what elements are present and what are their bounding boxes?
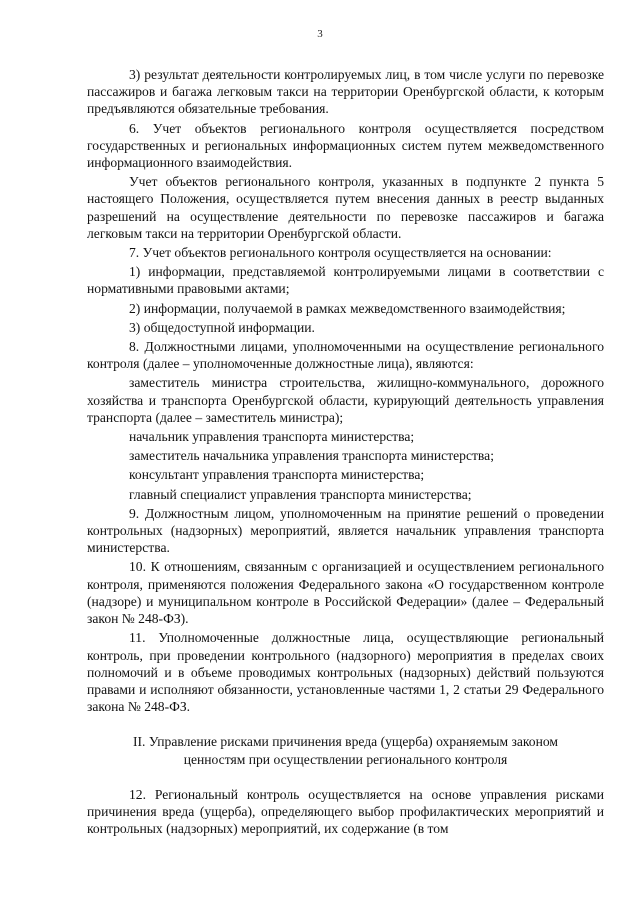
- paragraph-7: 7. Учет объектов регионального контроля осуществляется на основании:: [129, 245, 552, 261]
- paragraph-8-head: начальник управления транспорта министерства;: [129, 429, 415, 445]
- paragraph-7-item-3: 3) общедоступной информации.: [129, 319, 315, 335]
- paragraph-8-chief-specialist: главный специалист управления транспорта министерства;: [129, 486, 472, 502]
- paragraph-6: 6. Учет объектов регионального контроля осуществляется посредством государственных и региональных информационных систем путем межведомственного информационного взаимодействия.: [87, 120, 604, 171]
- paragraph-8-deputy-head: заместитель начальника управления транспорта министерства;: [129, 448, 494, 464]
- paragraph-10: 10. К отношениям, связанным с организацией и осуществлением регионального контроля, применяются положения Федерального закона «О государственном контроле (надзоре) и муниципальном контроле в Российской Федерации» (далее – Федеральный закон № 248-ФЗ).: [87, 559, 604, 627]
- document-body: [87, 66, 604, 839]
- paragraph-12: 12. Региональный контроль осуществляется на основе управления рисками причинения вреда (ущерба), определяющего выбор профилактических мероприятий и контрольных (надзорных) мероприятий, их содержание (в том: [87, 786, 604, 837]
- paragraph-item-3-result: 3) результат деятельности контролируемых лиц, в том числе услуги по перевозке пассажиров и багажа легковым такси на территории Оренбургской области, к которым предъявляются обязательные требования.: [87, 67, 604, 117]
- section-heading: II. Управление рисками причинения вреда (ущерба) охраняемым законом ценностям при осуществлении регионального контроля: [132, 734, 559, 767]
- page-number: 3: [317, 28, 323, 40]
- paragraph-8: 8. Должностными лицами, уполномоченными на осуществление регионального контроля (далее – уполномоченные должностные лица), являются:: [87, 339, 604, 372]
- paragraph-11: 11. Уполномоченные должностные лица, осуществляющие региональный контроль, при проведении контрольного (надзорного) мероприятия в пределах своих полномочий и в объеме проводимых контрольных (надзорных) действий пользуются правами и исполняют обязанности, установленные частями 1, 2 статьи 29 Федерального закона № 248-ФЗ.: [87, 630, 604, 715]
- paragraph-8-deputy-minister: заместитель министра строительства, жилищно-коммунального, дорожного хозяйства и транспорта Оренбургской области, курирующий деятельность управления транспорта (далее – заместитель министра);: [87, 375, 604, 425]
- paragraph-6-accounting: Учет объектов регионального контроля, указанных в подпункте 2 пункта 5 настоящего Положения, осуществляется путем внесения данных в реестр выданных разрешений на осуществление деятельности по перевозке пассажиров и багажа легковым такси на территории Оренбургской области.: [87, 174, 604, 241]
- paragraph-8-consultant: консультант управления транспорта министерства;: [129, 467, 425, 483]
- paragraph-9: 9. Должностным лицом, уполномоченным на принятие решений о проведении контрольных (надзорных) мероприятий, является начальник управления транспорта министерства.: [87, 505, 604, 556]
- paragraph-7-item-1: 1) информации, представляемой контролируемыми лицами в соответствии с нормативными правовыми актами;: [87, 264, 604, 297]
- paragraph-7-item-2: 2) информации, получаемой в рамках межведомственного взаимодействия;: [129, 300, 566, 316]
